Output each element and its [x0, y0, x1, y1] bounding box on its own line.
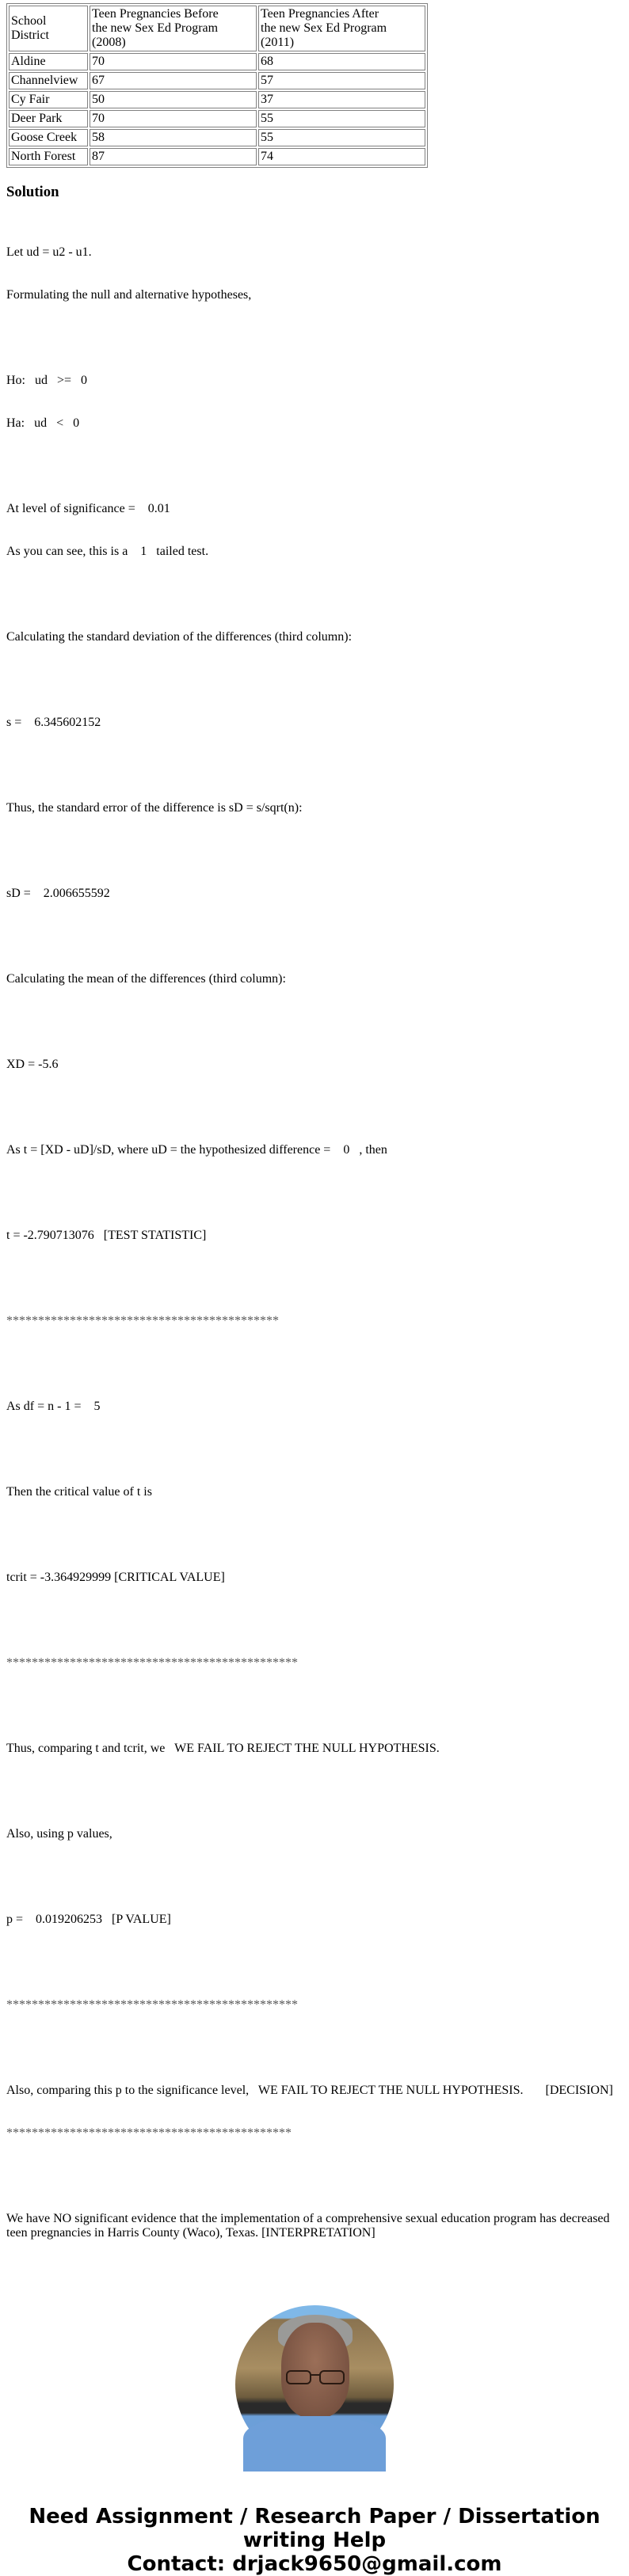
table-row: [9, 72, 425, 89]
cell-before: 70: [90, 53, 257, 70]
avatar: [235, 2305, 394, 2464]
critical-value: tcrit = -3.364929999 [CRITICAL VALUE]: [6, 1571, 225, 1584]
sd-value: sD = 2.006655592: [6, 887, 110, 900]
cell-after: 55: [258, 110, 425, 127]
promo-section: [6, 2305, 623, 2576]
pregnancy-data-table: [6, 3, 428, 168]
separator-stars: *******************************************: [6, 1314, 279, 1328]
separator-stars: *********************************************: [6, 2126, 292, 2140]
cell-district: Cy Fair: [9, 91, 88, 108]
solution-body: [6, 217, 623, 2269]
cell-district: Deer Park: [9, 110, 88, 127]
table-row: [9, 110, 425, 127]
table-row: [9, 53, 425, 70]
cell-after: 37: [258, 91, 425, 108]
critical-value-text: Then the critical value of t is: [6, 1485, 152, 1499]
alternative-hypothesis: Ha: ud < 0: [6, 416, 80, 430]
p-value: p = 0.019206253 [P VALUE]: [6, 1913, 171, 1926]
promo-line-1: Need Assignment / Research Paper / Dissertation: [29, 2505, 600, 2529]
cell-before: 87: [90, 148, 257, 165]
header-after: Teen Pregnancies After the new Sex Ed Program (2011): [258, 6, 425, 51]
separator-stars: **********************************************: [6, 1656, 298, 1670]
test-statistic: t = -2.790713076 [TEST STATISTIC]: [6, 1229, 207, 1242]
t-comparison: Thus, comparing t and tcrit, we WE FAIL TO REJECT THE NULL HYPOTHESIS.: [6, 1742, 440, 1755]
promo-line-2: writing Help: [242, 2529, 387, 2552]
xd-value: XD = -5.6: [6, 1058, 59, 1071]
cell-after: 55: [258, 129, 425, 146]
cell-district: North Forest: [9, 148, 88, 165]
solution-heading: Solution: [6, 184, 59, 200]
degrees-of-freedom: As df = n - 1 = 5: [6, 1400, 101, 1413]
cell-after: 68: [258, 53, 425, 70]
table-row: [9, 91, 425, 108]
p-comparison-decision: Also, comparing this p to the significance level, WE FAIL TO REJECT THE NULL HYPOTHESIS. [DECISION]: [6, 2084, 613, 2097]
cell-before: 70: [90, 110, 257, 127]
table-row: [9, 129, 425, 146]
glasses-icon: [284, 2369, 346, 2386]
cell-district: Goose Creek: [9, 129, 88, 146]
formulating-line: Formulating the null and alternative hypotheses,: [6, 288, 252, 302]
tail-type: As you can see, this is a 1 tailed test.: [6, 545, 209, 558]
cell-before: 50: [90, 91, 257, 108]
standard-error-text: Thus, the standard error of the difference is sD = s/sqrt(n):: [6, 801, 303, 815]
p-values-text: Also, using p values,: [6, 1827, 112, 1841]
cell-after: 57: [258, 72, 425, 89]
header-before: Teen Pregnancies Before the new Sex Ed Program (2008): [90, 6, 257, 51]
separator-stars: **********************************************: [6, 1998, 298, 2012]
s-value: s = 6.345602152: [6, 716, 101, 729]
table-row: [9, 148, 425, 165]
cell-before: 58: [90, 129, 257, 146]
significance-level: At level of significance = 0.01: [6, 502, 170, 515]
calc-mean-text: Calculating the mean of the differences (third column):: [6, 972, 286, 986]
null-hypothesis: Ho: ud >= 0: [6, 374, 88, 387]
avatar-shirt: [243, 2416, 386, 2472]
let-ud-line: Let ud = u2 - u1.: [6, 245, 92, 259]
cell-before: 67: [90, 72, 257, 89]
interpretation: We have NO significant evidence that the implementation of a comprehensive sexual education program has decreased teen pregnancies in Harris County (Waco), Texas. [INTERPRETATION]: [6, 2212, 613, 2240]
promo-text: [6, 2505, 623, 2576]
t-formula: As t = [XD - uD]/sD, where uD = the hypothesized difference = 0 , then: [6, 1143, 387, 1157]
promo-contact: Contact: drjack9650@gmail.com: [127, 2552, 502, 2576]
table-header-row: [9, 6, 425, 51]
header-school-district: School District: [9, 6, 88, 51]
cell-district: Aldine: [9, 53, 88, 70]
cell-after: 74: [258, 148, 425, 165]
cell-district: Channelview: [9, 72, 88, 89]
calc-sd-text: Calculating the standard deviation of the differences (third column):: [6, 630, 353, 644]
